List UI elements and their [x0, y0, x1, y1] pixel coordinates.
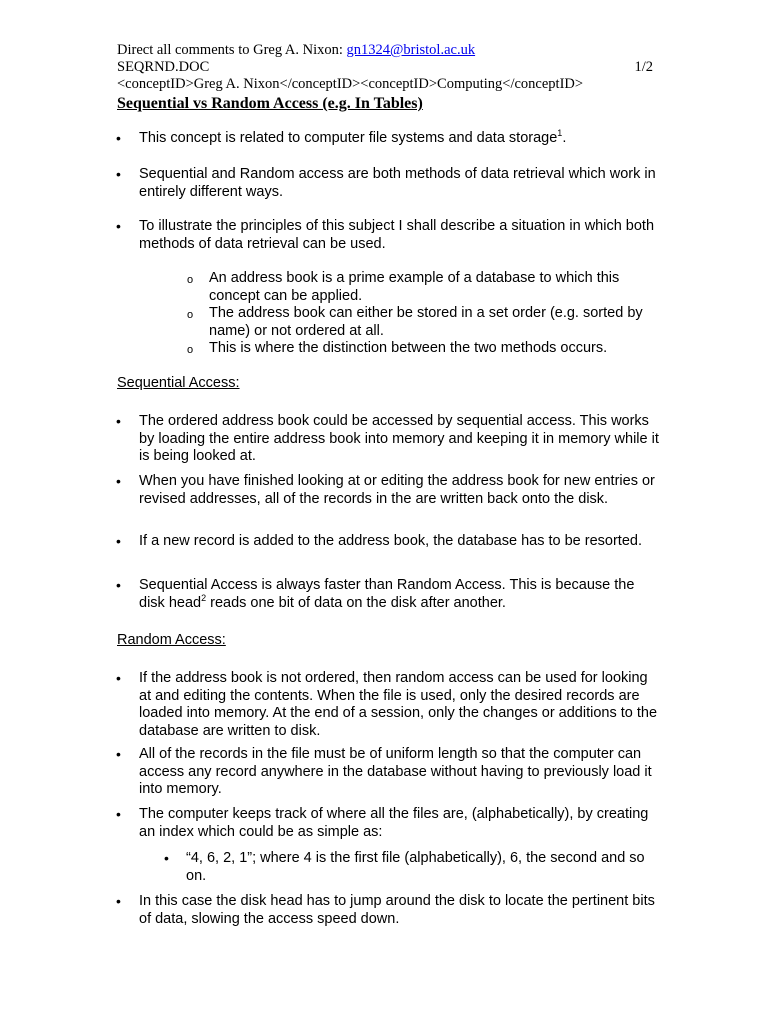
filename: SEQRND.DOC [117, 59, 210, 75]
comments-prefix: Direct all comments to Greg A. Nixon: [117, 42, 347, 58]
bullet-icon: • [116, 577, 121, 593]
bullet-icon: • [116, 533, 121, 549]
sub-bullet-icon: o [187, 309, 194, 321]
footnote-ref-1: 1 [557, 128, 563, 139]
sequential-item-3: If a new record is added to the address book, the database has to be resorted. [139, 533, 642, 549]
bullet-icon: • [116, 670, 121, 686]
random-item-3: The computer keeps track of where all the files are, (alphabetically), by creating an index which could be as simple as: [139, 806, 649, 840]
intro-item-1 [139, 130, 659, 148]
email-link[interactable]: gn1324@bristol.ac.uk [346, 42, 476, 58]
bullet-icon: • [116, 166, 121, 182]
intro-item-1-text: This concept is related to computer file systems and data storage [139, 130, 558, 146]
intro-item-3: To illustrate the principles of this subject I shall describe a situation in which both methods of data retrieval can be used. [139, 218, 655, 252]
sequential-item-4 [139, 577, 659, 612]
random-item-2: All of the records in the file must be of uniform length so that the computer can access any record anywhere in the database without having to previously load it into memory. [139, 746, 652, 797]
sub-item-3: This is where the distinction between the two methods occurs. [209, 340, 608, 356]
sequential-item-1: The ordered address book could be accessed by sequential access. This works by loading the entire address book into memory and keeping it in memory while it is being looked at. [139, 413, 659, 464]
bullet-icon: • [116, 893, 121, 909]
bullet-icon: • [116, 130, 121, 146]
index-example-item: “4, 6, 2, 1”; where 4 is the first file (alphabetically), 6, the second and so on. [186, 850, 645, 884]
sequential-item-4-end: reads one bit of data on the disk after another. [206, 594, 506, 611]
bullet-icon: • [116, 413, 121, 429]
concept-line: <conceptID>Greg A. Nixon</conceptID><conceptID>Computing</conceptID> [117, 76, 584, 92]
sub-item-1: An address book is a prime example of a database to which this concept can be applied. [209, 270, 620, 304]
bullet-icon: • [164, 850, 169, 866]
bullet-icon: • [116, 806, 121, 822]
bullet-icon: • [116, 746, 121, 762]
bullet-icon: • [116, 473, 121, 489]
sequential-item-2: When you have finished looking at or editing the address book for new entries or revised addresses, all of the records in the are written back onto the disk. [139, 473, 655, 507]
random-item-4: In this case the disk head has to jump around the disk to locate the pertinent bits of data, slowing the access speed down. [139, 893, 655, 927]
sub-item-2: The address book can either be stored in a set order (e.g. sorted by name) or not ordered at all. [209, 305, 643, 339]
footnote-ref-2: 2 [201, 592, 207, 603]
sequential-heading: Sequential Access: [117, 375, 240, 391]
random-item-1: If the address book is not ordered, then random access can be used for looking at and editing the contents. When the file is used, only the desired records are loaded into memory. At the end of a session, only the changes or additions to the database are written to disk. [139, 670, 658, 739]
intro-item-1-end: . [562, 130, 567, 146]
filename-line [117, 59, 653, 76]
sub-bullet-icon: o [187, 274, 194, 286]
comments-line [117, 42, 653, 59]
page-number: 1/2 [634, 59, 653, 75]
intro-item-2: Sequential and Random access are both methods of data retrieval which work in entirely different ways. [139, 166, 656, 200]
document-title: Sequential vs Random Access (e.g. In Tables) [117, 95, 423, 112]
sequential-item-4-text: Sequential Access is always faster than Random Access. This is because the disk head [139, 577, 635, 611]
sub-bullet-icon: o [187, 344, 194, 356]
random-heading: Random Access: [117, 632, 226, 648]
bullet-icon: • [116, 218, 121, 234]
